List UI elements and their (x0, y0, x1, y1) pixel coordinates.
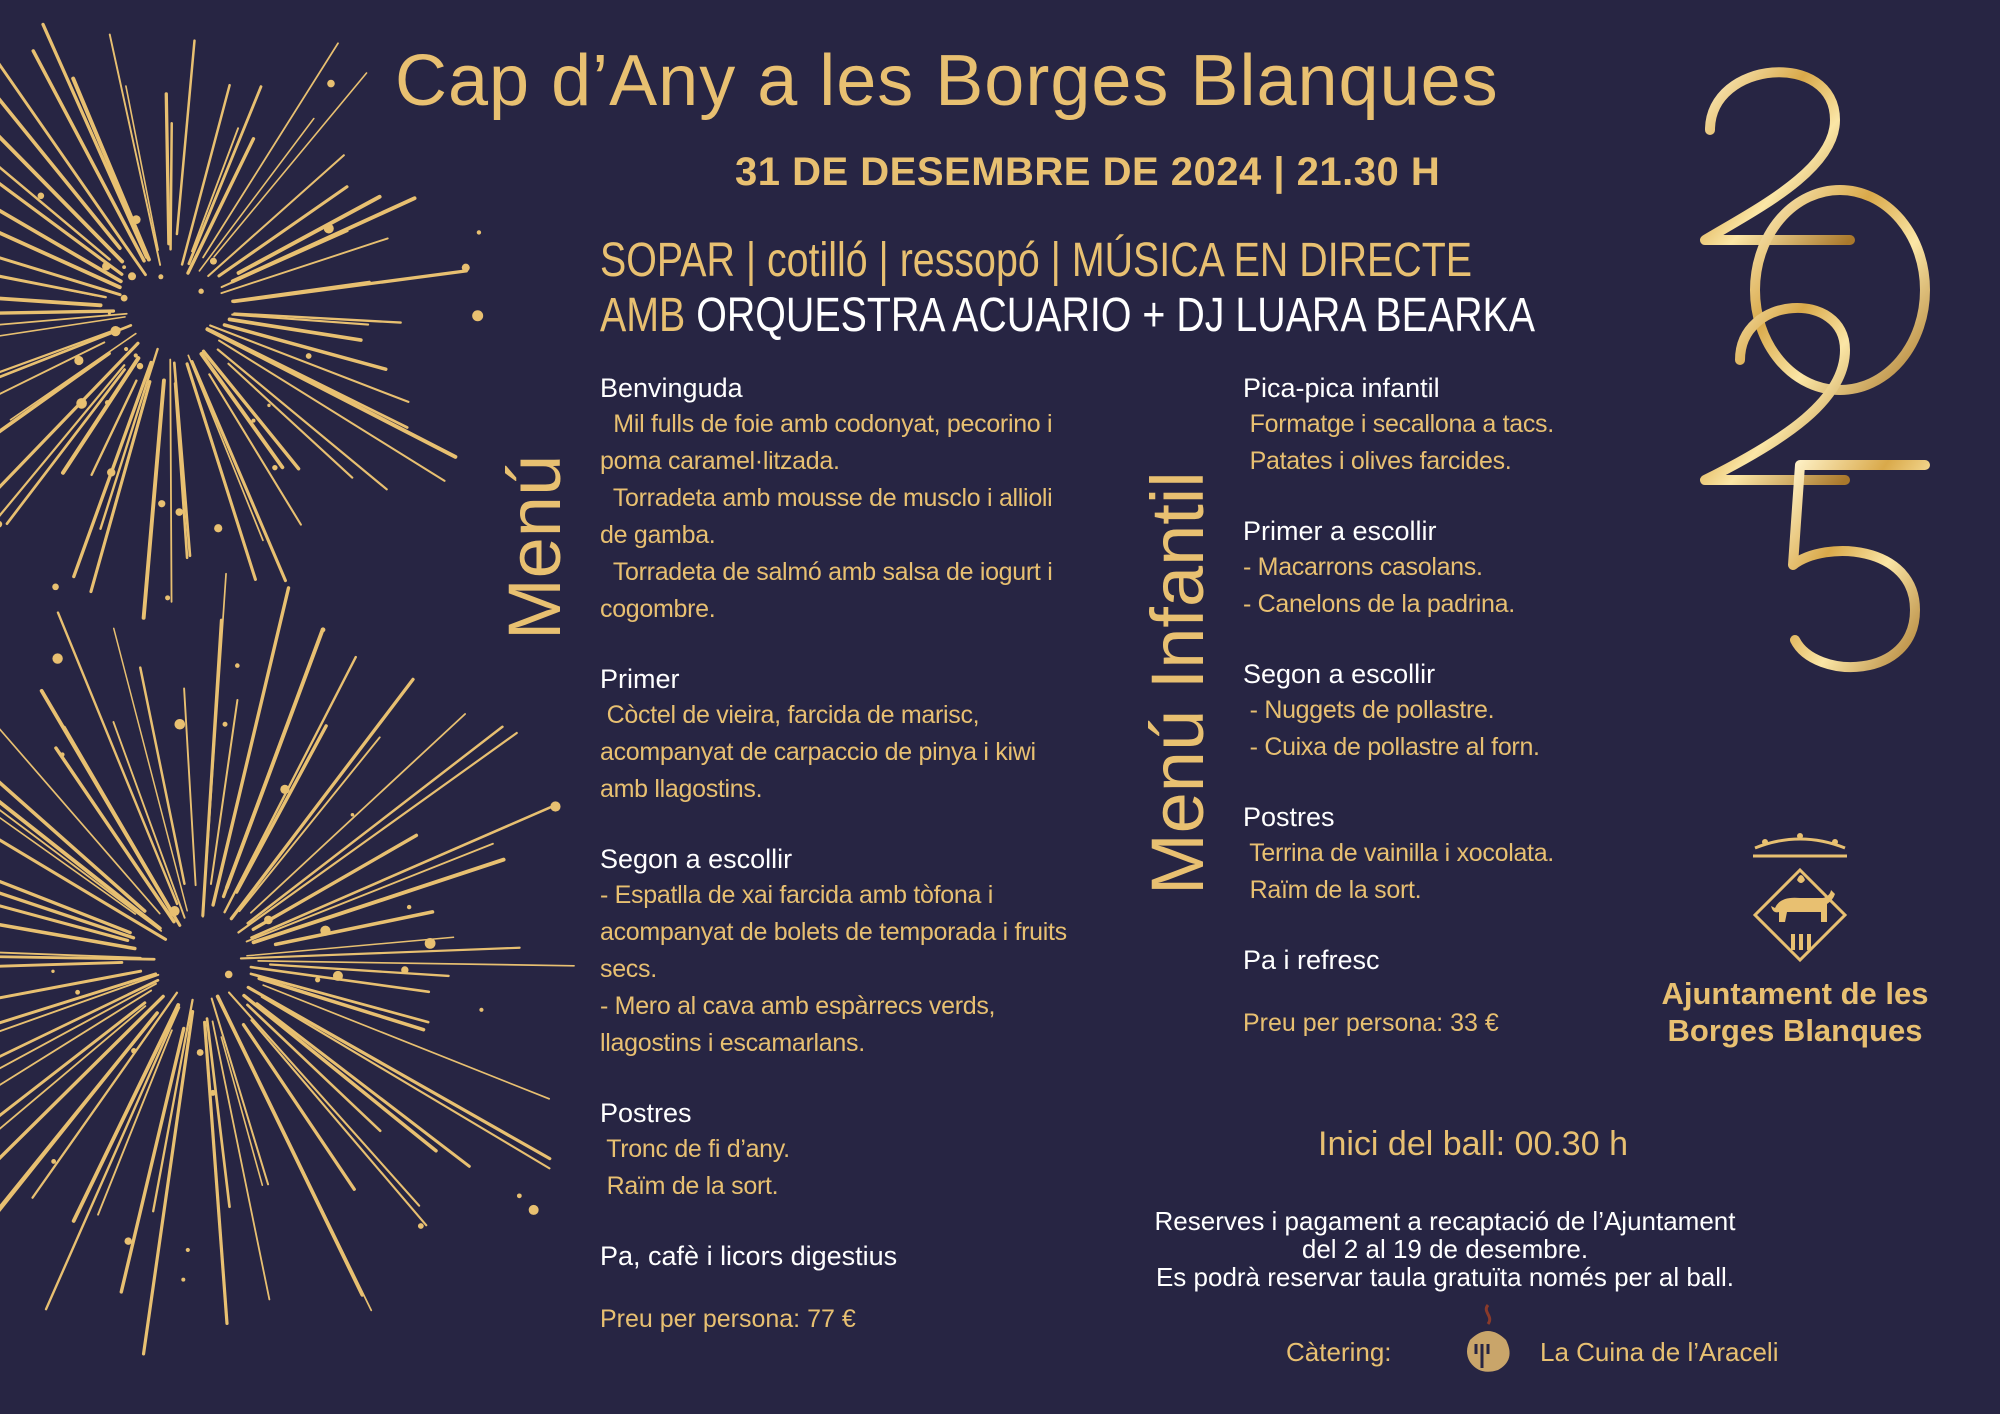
menu-section-items (1243, 692, 1703, 766)
firework-spark (324, 224, 334, 234)
event-features: SOPAR | cotilló | ressopó | MÚSICA EN DIRECTE (600, 234, 1473, 287)
firework-ray (209, 374, 301, 524)
firework-spark (320, 926, 330, 936)
menu-section-heading: Pa, cafè i licors digestius (600, 1241, 898, 1271)
dance-start: Inici del ball: 00.30 h (1318, 1125, 1628, 1163)
firework-spark (52, 653, 62, 663)
firework-spark (165, 595, 170, 600)
firework-spark (198, 289, 203, 294)
firework-ray (42, 691, 174, 915)
menu-section-items (600, 406, 1060, 628)
firework-ray (259, 978, 423, 1029)
menu-section-heading: Postres (1243, 802, 1335, 832)
firework-spark (108, 312, 111, 315)
firework-spark (418, 1223, 424, 1229)
firework-ray (248, 727, 503, 923)
firework-ray (0, 96, 120, 248)
firework-spark (102, 262, 110, 270)
menu-section (1243, 942, 1703, 978)
fireworks-decoration (0, 0, 640, 1414)
menu-section (600, 1095, 1060, 1205)
price-per-person: Preu per persona: 33 € (1243, 1009, 1499, 1037)
firework-spark (267, 404, 270, 407)
menu-section (600, 370, 1060, 628)
town-coat-of-arms-icon (1735, 830, 1865, 970)
firework-spark (137, 363, 143, 369)
firework-spark (158, 500, 165, 507)
menu-section-heading: Segon a escollir (1243, 659, 1436, 689)
firework-spark (272, 465, 277, 470)
firework-spark (280, 785, 289, 794)
firework-ray (7, 370, 125, 524)
firework-spark (333, 971, 343, 981)
firework-ray (254, 860, 504, 943)
firework-spark (170, 906, 180, 916)
menu-item-line: Torradeta amb mousse de musclo i allioli (600, 484, 1053, 512)
firework-ray (233, 282, 369, 301)
firework-spark (225, 971, 233, 979)
menu-item-line: acompanyat de bolets de temporada i fruits (600, 918, 1067, 946)
firework-spark (124, 1237, 131, 1244)
menu-section (600, 1238, 1060, 1274)
reservation-line: Reserves i pagament a recaptació de l’Ajuntament (1154, 1206, 1736, 1236)
music-prefix: AMB (600, 289, 686, 342)
firework-ray (0, 294, 101, 305)
firework-spark (327, 80, 335, 88)
firework-ray (229, 993, 419, 1206)
menu-section (1243, 370, 1703, 480)
firework-ray (233, 198, 415, 281)
menu-item-line: secs. (600, 955, 657, 983)
menu-item-line: amb llagostins. (600, 775, 763, 803)
menu-item-line: Terrina de vainilla i xocolata. (1243, 839, 1554, 867)
firework-ray (73, 79, 149, 260)
menu-item-line: llagostins i escamarlans. (600, 1029, 865, 1057)
firework-ray (43, 24, 147, 257)
firework-ray (171, 123, 172, 249)
firework-spark (425, 938, 436, 949)
menu-item-line: Raïm de la sort. (600, 1172, 779, 1200)
firework-ray (153, 1000, 192, 1211)
catering-logo-icon (1458, 1300, 1518, 1380)
firework-ray (258, 961, 574, 966)
firework-spark (479, 1008, 483, 1012)
firework-spark (132, 215, 141, 224)
firework-spark (52, 584, 59, 591)
firework-spark (76, 398, 87, 409)
menu-section (600, 661, 1060, 808)
menu-section-items (600, 1131, 1060, 1205)
firework-spark (477, 230, 481, 234)
firework-spark (315, 977, 320, 982)
menu-section-items (1243, 549, 1703, 623)
firework-spark (407, 905, 411, 909)
firework-ray (203, 43, 338, 257)
firework-ray (0, 311, 113, 313)
menu-item-line: poma caramel·litzada. (600, 447, 840, 475)
firework-spark (550, 801, 560, 811)
menu-section-items (1243, 406, 1703, 480)
firework-spark (197, 1049, 204, 1056)
event-music (600, 288, 1535, 343)
firework-ray (166, 94, 169, 244)
menu-section-heading: Postres (600, 1098, 692, 1128)
firework-spark (223, 722, 228, 727)
firework-ray (187, 364, 255, 580)
firework-ray (207, 329, 455, 457)
firework-spark (175, 508, 183, 516)
firework-spark (122, 265, 126, 269)
menu-section-items (1243, 835, 1703, 909)
menu-item-line: - Nuggets de pollastre. (1243, 696, 1495, 724)
firework-ray (244, 996, 436, 1151)
firework-ray (0, 832, 166, 939)
firework-ray (188, 355, 263, 540)
firework-ray (205, 1022, 227, 1323)
firework-ray (170, 359, 171, 601)
menu-section-heading: Primer (600, 664, 680, 694)
menu-section (600, 841, 1067, 1062)
firework-spark (74, 356, 83, 365)
firework-ray (114, 628, 187, 910)
reservation-info (1145, 1207, 1745, 1291)
firework-spark (75, 990, 80, 995)
reservation-line: Es podrà reservar taula gratuïta només per al ball. (1155, 1262, 1735, 1292)
menu-section (1243, 799, 1703, 909)
firework-spark (51, 1159, 56, 1164)
firework-ray (11, 334, 136, 420)
menu-section-heading: Pica-pica infantil (1243, 373, 1440, 403)
menu-section-heading: Segon a escollir (600, 844, 793, 874)
event-date: 31 DE DESEMBRE DE 2024 | 21.30 H (735, 150, 1441, 194)
price-per-person: Preu per persona: 77 € (600, 1305, 856, 1333)
firework-ray (177, 41, 195, 234)
catering-name: La Cuina de l’Araceli (1540, 1337, 1779, 1367)
firework-ray (33, 993, 177, 1198)
menu-section (1243, 656, 1703, 766)
firework-ray (140, 668, 184, 884)
firework-spark (462, 264, 470, 272)
firework-spark (529, 1205, 539, 1215)
firework-ray (144, 380, 164, 617)
organizer-name: Ajuntament de les Borges Blanques (1661, 976, 1929, 1048)
firework-ray (210, 325, 408, 401)
firework-spark (134, 353, 138, 357)
menu-item-line: - Espatlla de xai farcida amb tòfona i (600, 881, 993, 909)
menu-item-line: - Mero al cava amb espàrrecs verds, (600, 992, 996, 1020)
year-text: 2025 (1685, 40, 1688, 41)
firework-ray (239, 197, 380, 273)
adult-menu (600, 370, 1067, 1334)
firework-spark (351, 813, 355, 817)
menu-item-line: cogombre. (600, 595, 716, 623)
menu-item-line: Raïm de la sort. (1243, 876, 1422, 904)
firework-spark (105, 400, 110, 405)
firework-ray (184, 688, 196, 885)
firework-ray (0, 314, 127, 331)
firework-ray (113, 722, 184, 918)
firework-spark (128, 272, 136, 280)
firework-spark (186, 1248, 190, 1252)
menu-section-items (600, 697, 1060, 808)
year-2025-graphic (1685, 40, 1955, 680)
firework-ray (218, 350, 387, 490)
firework-spark (517, 1193, 522, 1198)
firework-spark (121, 295, 128, 302)
menu-section-heading: Primer a escollir (1243, 516, 1437, 546)
menu-item-line: Còctel de vieira, farcida de marisc, (600, 701, 980, 729)
firework-ray (0, 210, 121, 282)
firework-spark (107, 468, 115, 476)
firework-spark (235, 663, 240, 668)
firework-ray (192, 128, 238, 251)
firework-ray (0, 267, 106, 298)
firework-spark (51, 970, 54, 973)
page-title: Cap d’Any a les Borges Blanques (395, 41, 1499, 121)
firework-ray (0, 317, 125, 341)
firework-spark (264, 916, 273, 925)
menu-section-heading: Benvinguda (600, 373, 743, 403)
firework-spark (0, 521, 2, 528)
firework-spark (38, 193, 45, 200)
firework-spark (175, 719, 186, 730)
firework-ray (0, 706, 145, 911)
firework-spark (131, 1048, 137, 1054)
firework-ray (46, 1007, 179, 1309)
catering-label: Càtering: (1286, 1337, 1392, 1367)
firework-spark (306, 353, 312, 359)
firework-spark (210, 1090, 216, 1096)
firework-spark (60, 752, 64, 756)
firework-spark (110, 326, 120, 336)
firework-spark (321, 627, 326, 632)
firework-spark (472, 310, 483, 321)
kids-menu (1243, 370, 1703, 1038)
firework-ray (0, 962, 122, 969)
menu-item-line: Formatge i secallona a tacs. (1243, 410, 1554, 438)
menu-section (1243, 513, 1703, 623)
firework-spark (214, 524, 222, 532)
firework-ray (175, 383, 187, 557)
menu-item-line: Mil fulls de foie amb codonyat, pecorino i (600, 410, 1053, 438)
menu-item-line: Torradeta de salmó amb salsa de iogurt i (600, 558, 1053, 586)
menu-item-line: - Macarrons casolans. (1243, 553, 1483, 581)
menu-vertical-label: Menú (493, 454, 576, 640)
menu-item-line: acompanyat de carpaccio de pinya i kiwi (600, 738, 1036, 766)
firework-spark (401, 966, 408, 973)
firework-spark (252, 419, 256, 423)
menu-item-line: de gamba. (600, 521, 716, 549)
reservation-line: del 2 al 19 de desembre. (1301, 1234, 1589, 1264)
menu-infantil-vertical-label: Menú Infantil (1136, 471, 1219, 895)
firework-ray (247, 937, 454, 956)
menu-section-items (600, 877, 1067, 1062)
menu-section-heading: Pa i refresc (1243, 945, 1380, 975)
firework-ray (239, 737, 379, 911)
firework-ray (225, 657, 356, 912)
firework-spark (210, 258, 217, 265)
menu-item-line: Patates i olives farcides. (1243, 447, 1512, 475)
music-artists: ORQUESTRA ACUARIO + DJ LUARA BEARKA (696, 289, 1536, 342)
firework-ray (0, 984, 156, 1092)
firework-ray (247, 844, 493, 942)
firework-spark (124, 347, 128, 351)
menu-item-line: Tronc de fi d’any. (600, 1135, 790, 1163)
menu-item-line: - Cuixa de pollastre al forn. (1243, 733, 1540, 761)
menu-item-line: - Canelons de la padrina. (1243, 590, 1515, 618)
firework-spark (158, 274, 163, 279)
firework-spark (181, 1278, 185, 1282)
